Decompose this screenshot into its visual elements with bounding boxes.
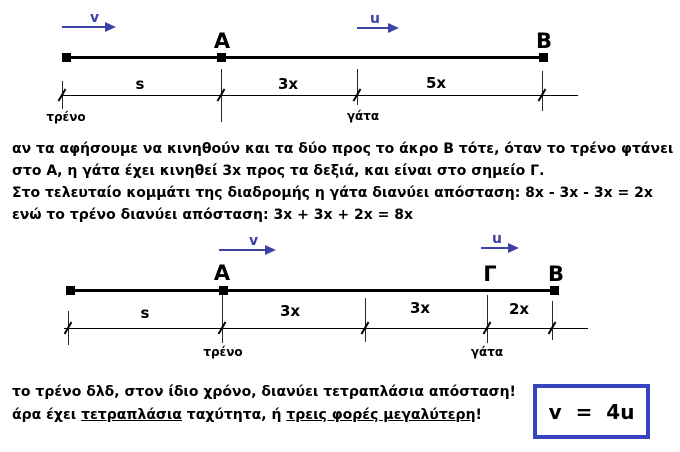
conclusion-segment: ταχύτητα, ή xyxy=(181,407,287,423)
segment-3x-second-label: 3x xyxy=(409,299,431,317)
extension-line xyxy=(222,295,223,343)
dimension-line xyxy=(64,328,588,329)
explanation-line-4: ενώ το τρένο διανύει απόσταση: 3x + 3x + 2x = 8x xyxy=(12,207,414,223)
conclusion-line-2 xyxy=(12,404,516,427)
conclusion-line-1: το τρένο δλδ, στον ίδιο χρόνο, διανύει τετραπλάσια απόσταση! xyxy=(12,384,516,400)
result-box xyxy=(533,384,650,439)
segment-3x-label: 3x xyxy=(277,75,299,93)
explanation-line-1: αν τα αφήσουμε να κινηθούν και τα δύο προς το άκρο Β τότε, όταν το τρένο φτάνει xyxy=(12,141,674,157)
conclusion-segment: ! xyxy=(475,407,482,423)
point-a-label: A xyxy=(213,261,231,285)
extension-line xyxy=(357,69,358,105)
track-line xyxy=(62,56,548,59)
track-start-marker xyxy=(62,53,71,62)
point-b-marker xyxy=(550,286,559,295)
point-a-label: A xyxy=(213,29,231,53)
train-velocity-label: v xyxy=(90,10,100,26)
extension-line xyxy=(487,295,488,343)
segment-5x-label: 5x xyxy=(425,74,447,92)
cat-position-label: γάτα xyxy=(470,345,504,359)
result-equation: v = 4u xyxy=(548,399,635,424)
explanation-paragraph xyxy=(12,138,673,226)
segment-s-label: s xyxy=(140,304,150,322)
extension-line xyxy=(552,301,553,340)
track-start-marker xyxy=(66,286,75,295)
cat-velocity-label: u xyxy=(492,231,502,247)
cat-velocity-arrow-icon xyxy=(357,27,388,29)
train-velocity-label: v xyxy=(249,233,259,249)
explanation-line-3: Στο τελευταίο κομμάτι της διαδρομής η γάτα διανύει απόσταση: 8x - 3x - 3x = 2x xyxy=(12,185,653,201)
train-position-label: τρένο xyxy=(46,110,86,124)
cat-position-label: γάτα xyxy=(346,109,380,123)
point-b-label: B xyxy=(547,262,564,286)
point-g-label: Γ xyxy=(483,262,497,286)
conclusion-segment-underlined: τρεις φορές μεγαλύτερη xyxy=(286,407,476,423)
train-velocity-arrow-icon xyxy=(219,249,265,251)
segment-3x-first-label: 3x xyxy=(279,302,301,320)
train-velocity-arrow-icon xyxy=(62,26,105,28)
segment-s-label: s xyxy=(135,75,145,93)
point-b-label: B xyxy=(535,29,552,53)
segment-2x-label: 2x xyxy=(508,300,530,318)
point-a-marker xyxy=(217,53,226,62)
extension-line xyxy=(365,298,366,342)
conclusion-segment-underlined: τετραπλάσια xyxy=(81,407,182,423)
point-b-marker xyxy=(539,53,548,62)
explanation-line-2: στο Α, η γάτα έχει κινηθεί 3x προς τα δεξιά, και είναι στο σημείο Γ. xyxy=(12,163,545,179)
dimension-line xyxy=(62,95,578,96)
train-position-label: τρένο xyxy=(203,345,243,359)
point-a-marker xyxy=(219,286,228,295)
conclusion-segment: άρα έχει xyxy=(12,407,82,423)
conclusion-paragraph xyxy=(12,381,516,427)
cat-velocity-label: u xyxy=(370,11,380,27)
track-line xyxy=(66,289,559,292)
cat-velocity-arrow-icon xyxy=(481,247,508,249)
